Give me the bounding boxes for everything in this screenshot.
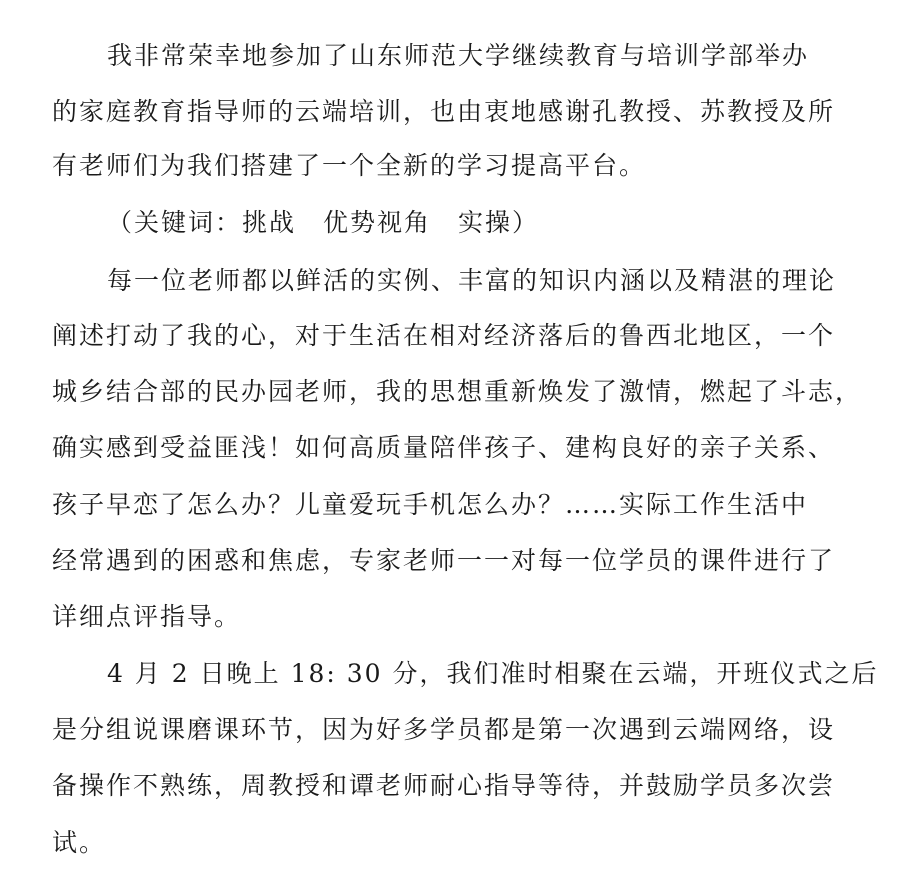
text-line: 孩子早恋了怎么办？儿童爱玩手机怎么办？……实际工作生活中 bbox=[52, 490, 809, 519]
text-line: 确实感到受益匪浅！如何高质量陪伴孩子、建构良好的亲子关系、 bbox=[52, 433, 836, 462]
text-line: 详细点评指导。 bbox=[52, 602, 242, 631]
text-line: 每一位老师都以鲜活的实例、丰富的知识内涵以及精湛的理论 bbox=[107, 266, 837, 295]
text-line: 城乡结合部的民办园老师，我的思想重新焕发了激情，燃起了斗志， bbox=[52, 377, 863, 406]
text-line: 的家庭教育指导师的云端培训，也由衷地感谢孔教授、苏教授及所 bbox=[52, 97, 836, 126]
text-line: 有老师们为我们搭建了一个全新的学习提高平台。 bbox=[52, 151, 647, 180]
text-line: 是分组说课磨课环节，因为好多学员都是第一次遇到云端网络，设 bbox=[52, 715, 836, 744]
text-line: 经常遇到的困惑和焦虑，专家老师一一对每一位学员的课件进行了 bbox=[52, 546, 836, 575]
text-line: 备操作不熟练，周教授和谭老师耐心指导等待，并鼓励学员多次尝 bbox=[52, 771, 836, 800]
text-line: 我非常荣幸地参加了山东师范大学继续教育与培训学部举办 bbox=[107, 41, 810, 70]
text-line: 4 月 2 日晚上 18: 30 分，我们准时相聚在云端，开班仪式之后 bbox=[107, 659, 879, 688]
text-line: 试。 bbox=[52, 828, 107, 857]
keywords-line: （关键词：挑战 优势视角 实操） bbox=[107, 208, 540, 237]
text-line: 阐述打动了我的心，对于生活在相对经济落后的鲁西北地区，一个 bbox=[52, 321, 836, 350]
